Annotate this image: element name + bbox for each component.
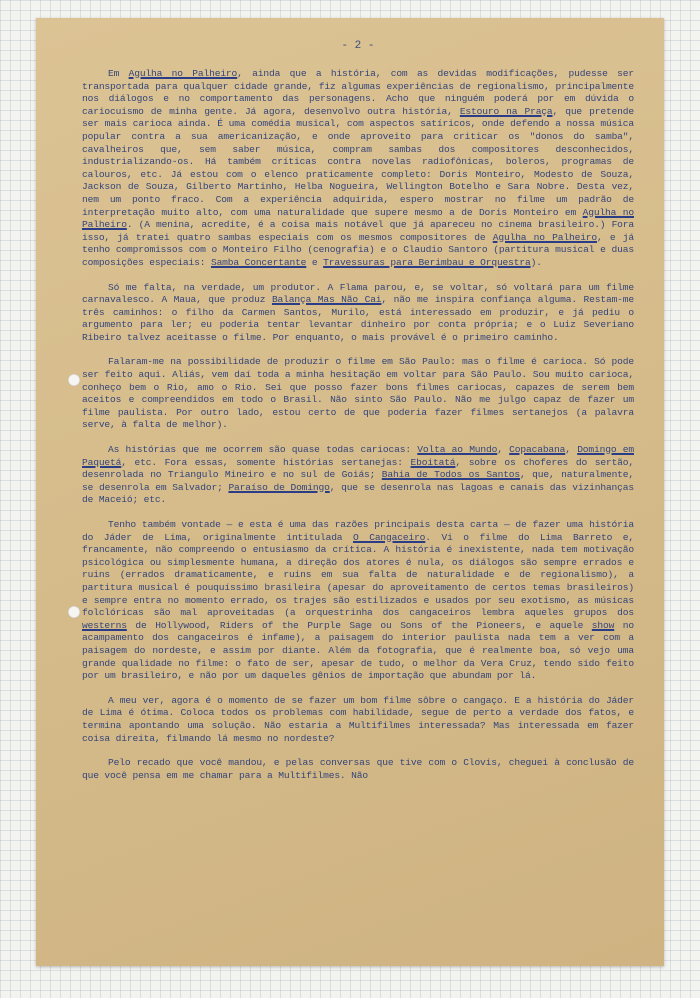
underlined-title: Agulha no Palheiro xyxy=(82,206,635,231)
text-run: A meu ver, agora é o momento de se fazer um bom filme sôbre o cangaço. E a história do Jáder de Lima é ótima. Coloca todos os problemas com habilidade, segue de perto a verdade dos fatos, e termina apontando uma solução. Não estaria a Multifilmes interessada? Mas interessada em fazer coisa direita, filmando lá mesmo no nordeste? xyxy=(82,694,634,744)
paragraph xyxy=(82,695,634,745)
underlined-title: Paraíso de Domingo xyxy=(228,481,330,493)
text-run: . (A menina, acredite, é a coisa mais notável que já apareceu no cinema brasileiro.) Fora isso, já tratei quatro sambas especiais com os mesmos compositores de xyxy=(82,219,634,243)
underlined-title: Balança Mas Não Cai xyxy=(271,294,382,306)
text-run: Tenho também vontade — e esta é uma das razões principais desta carta — de fazer uma história do Jáder de Lima, originalmente intitulada xyxy=(82,519,634,543)
underlined-title: Estouro na Praça xyxy=(459,105,553,117)
text-run: . Vi o filme do Lima Barreto e, francamente, não compreendo o entusiasmo da crítica. A história é inexistente, nada tem motivação psicológica ou simplesmente humana, a direção dos atores é nula, os diálogos são sempre errados e ruins (errados dramaticamente, e ruins em sua falta de naturalidade e de regionalismo), a partitura musical é pouquíssimo brasileira (apesar do aproveitamento de certos temas brasileiros) e sempre entra no momento errado, os trajes são estilizados e usados por seu exotismo, as músicas folclóricas são mal aproveitadas (a orquestrinha dos cangaceiros lembra aqueles grupos dos xyxy=(82,531,635,619)
text-run: ). xyxy=(530,256,542,268)
text-run: , que pretende ser mais carioca ainda. É uma comédia musical, com aspectos satíricos, onde defendo a nossa música popular contra a sua americanização, e onde aproveito para criticar os "donos do samba", cavalheiros que, sem saber música, compram sambas dos compositores desconhecidos, industrializando-os. Há também críticas contra novelas radiofônicas, boleros, programas de calouros, etc. Já estou com o elenco praticamente completo: Doris Monteiro, Modesto de Souza, Jackson de Souza, Gilberto Martinho, Helba Nogueira, Wellington Botelho e Sara Nobre. Desta vez, nem um ponto fraco. Com a experiência adquirida, espero mostrar no filme um padrão de interpretação muito alto, com uma naturalidade que supere mesmo a de Doris Monteiro em xyxy=(82,105,634,218)
text-run: As histórias que me ocorrem são quase todas cariocas: xyxy=(108,444,418,456)
underlined-title: Agulha no Palheiro xyxy=(128,68,238,79)
underlined-title: Domingo em Paquetá xyxy=(82,444,634,468)
underlined-title: westerns xyxy=(82,619,127,631)
paragraph xyxy=(82,282,634,345)
punch-hole xyxy=(68,374,80,386)
text-run: , que se desenrola nas lagoas e canais das vizinhanças de Maceió; etc. xyxy=(82,481,634,506)
text-run: Falaram-me na possibilidade de produzir o filme em São Paulo: mas o filme é carioca. Só pode ser feito aqui. Aliás, vem daí toda a minha hesitação em voltar para São Paulo. Sou muito carioca, conheço bem o Rio, amo o Rio. Sei que posso fazer bons filmes cariocas, capazes de serem bem aceitos e compreendidos em todo o Brasil. Não sinto São Paulo. Não me julgo capaz de fazer um filme paulista. Por outro lado, estou certo de que poderia fazer filmes sertanejos (a palavra serve, à falta de melhor). xyxy=(82,356,634,431)
typewritten-letter-page xyxy=(36,18,664,966)
letter-body xyxy=(82,68,634,782)
text-run: , xyxy=(497,444,510,456)
underlined-title: show xyxy=(591,619,615,631)
text-run: , não me inspira confiança alguma. Restam-me três caminhos: o filho da Carmen Santos, Murilo, está interessado em produzir, e já pediu o argumento para ler; eu poderia tentar levantar dinheiro por conta própria; e o Luiz Severiano Ribeiro talvez aceitasse o filme. Por enquanto, o mais provável é o primeiro caminho. xyxy=(82,294,635,343)
text-run: Pelo recado que você mandou, e pelas conversas que tive com o Clovis, cheguei à conclusão de que você pensa em me chamar para a Multifilmes. Não xyxy=(82,757,634,781)
paragraph xyxy=(82,444,634,507)
text-run: Em xyxy=(108,68,129,79)
text-run: , xyxy=(565,444,578,456)
underlined-title: Volta ao Mundo xyxy=(417,444,498,456)
page-number: - 2 - xyxy=(341,40,375,52)
underlined-title: O Cangaceiro xyxy=(353,531,426,543)
text-run: , etc. Fora essas, somente histórias sertanejas: xyxy=(121,456,411,468)
text-run: , sobre os choferes do sertão, desenrolada no Triangulo Mineiro e no sul de Goiás; xyxy=(82,456,634,481)
underlined-title: Agulha no Palheiro xyxy=(492,231,598,243)
text-run: de Hollywood, Riders of the Purple Sage ou Sons of the Pioneers, e aquele xyxy=(126,619,592,631)
paragraph xyxy=(82,68,634,270)
text-run: , ainda que a história, com as devidas modificações, pudesse ser transportada para qualquer cidade grande, fiz algumas experiências de regionalismo, principalmente nos diálogos e no comportamento das personagens. Acho que ninguém poderá por em dúvida o cariocuismo de minha gente. Já agora, desenvolvo outra história, xyxy=(82,68,634,117)
text-run: , que, naturalmente, se desenrola em Salvador; xyxy=(82,469,635,493)
paragraph xyxy=(82,757,634,782)
underlined-title: Eboitatá xyxy=(410,456,456,468)
text-run: e xyxy=(306,256,324,268)
underlined-title: Copacabana xyxy=(509,444,566,456)
paragraph xyxy=(82,356,634,432)
text-run: , e já tenho compromissos com o Monteiro Filho (cenografia) e o Claudio Santoro (partitura musical e duas composições especiais: xyxy=(82,231,634,268)
underlined-title: Travessuras para Berimbau e Orquestra xyxy=(323,256,531,268)
punch-hole xyxy=(68,606,80,618)
text-run: Só me falta, na verdade, um produtor. A Flama parou, e, se voltar, só voltará para um filme carnavalesco. A Maua, que produz xyxy=(82,281,634,306)
paragraph xyxy=(82,519,634,683)
underlined-title: Samba Concertante xyxy=(210,256,307,268)
underlined-title: Bahia de Todos os Santos xyxy=(381,469,521,481)
text-run: no acampamento dos cangaceiros é infame), a paisagem do interior paulista nada tem a ver com a paisagem do nordeste, e assim por diante. Além da fotografia, que é realmente boa, só vejo uma grande qualidade no filme: o fato de ser, apesar de tudo, o melhor da Vera Cruz, tendo sido feito por um brasileiro, e não por um daqueles gênios de importação que abundam por lá. xyxy=(82,619,634,682)
